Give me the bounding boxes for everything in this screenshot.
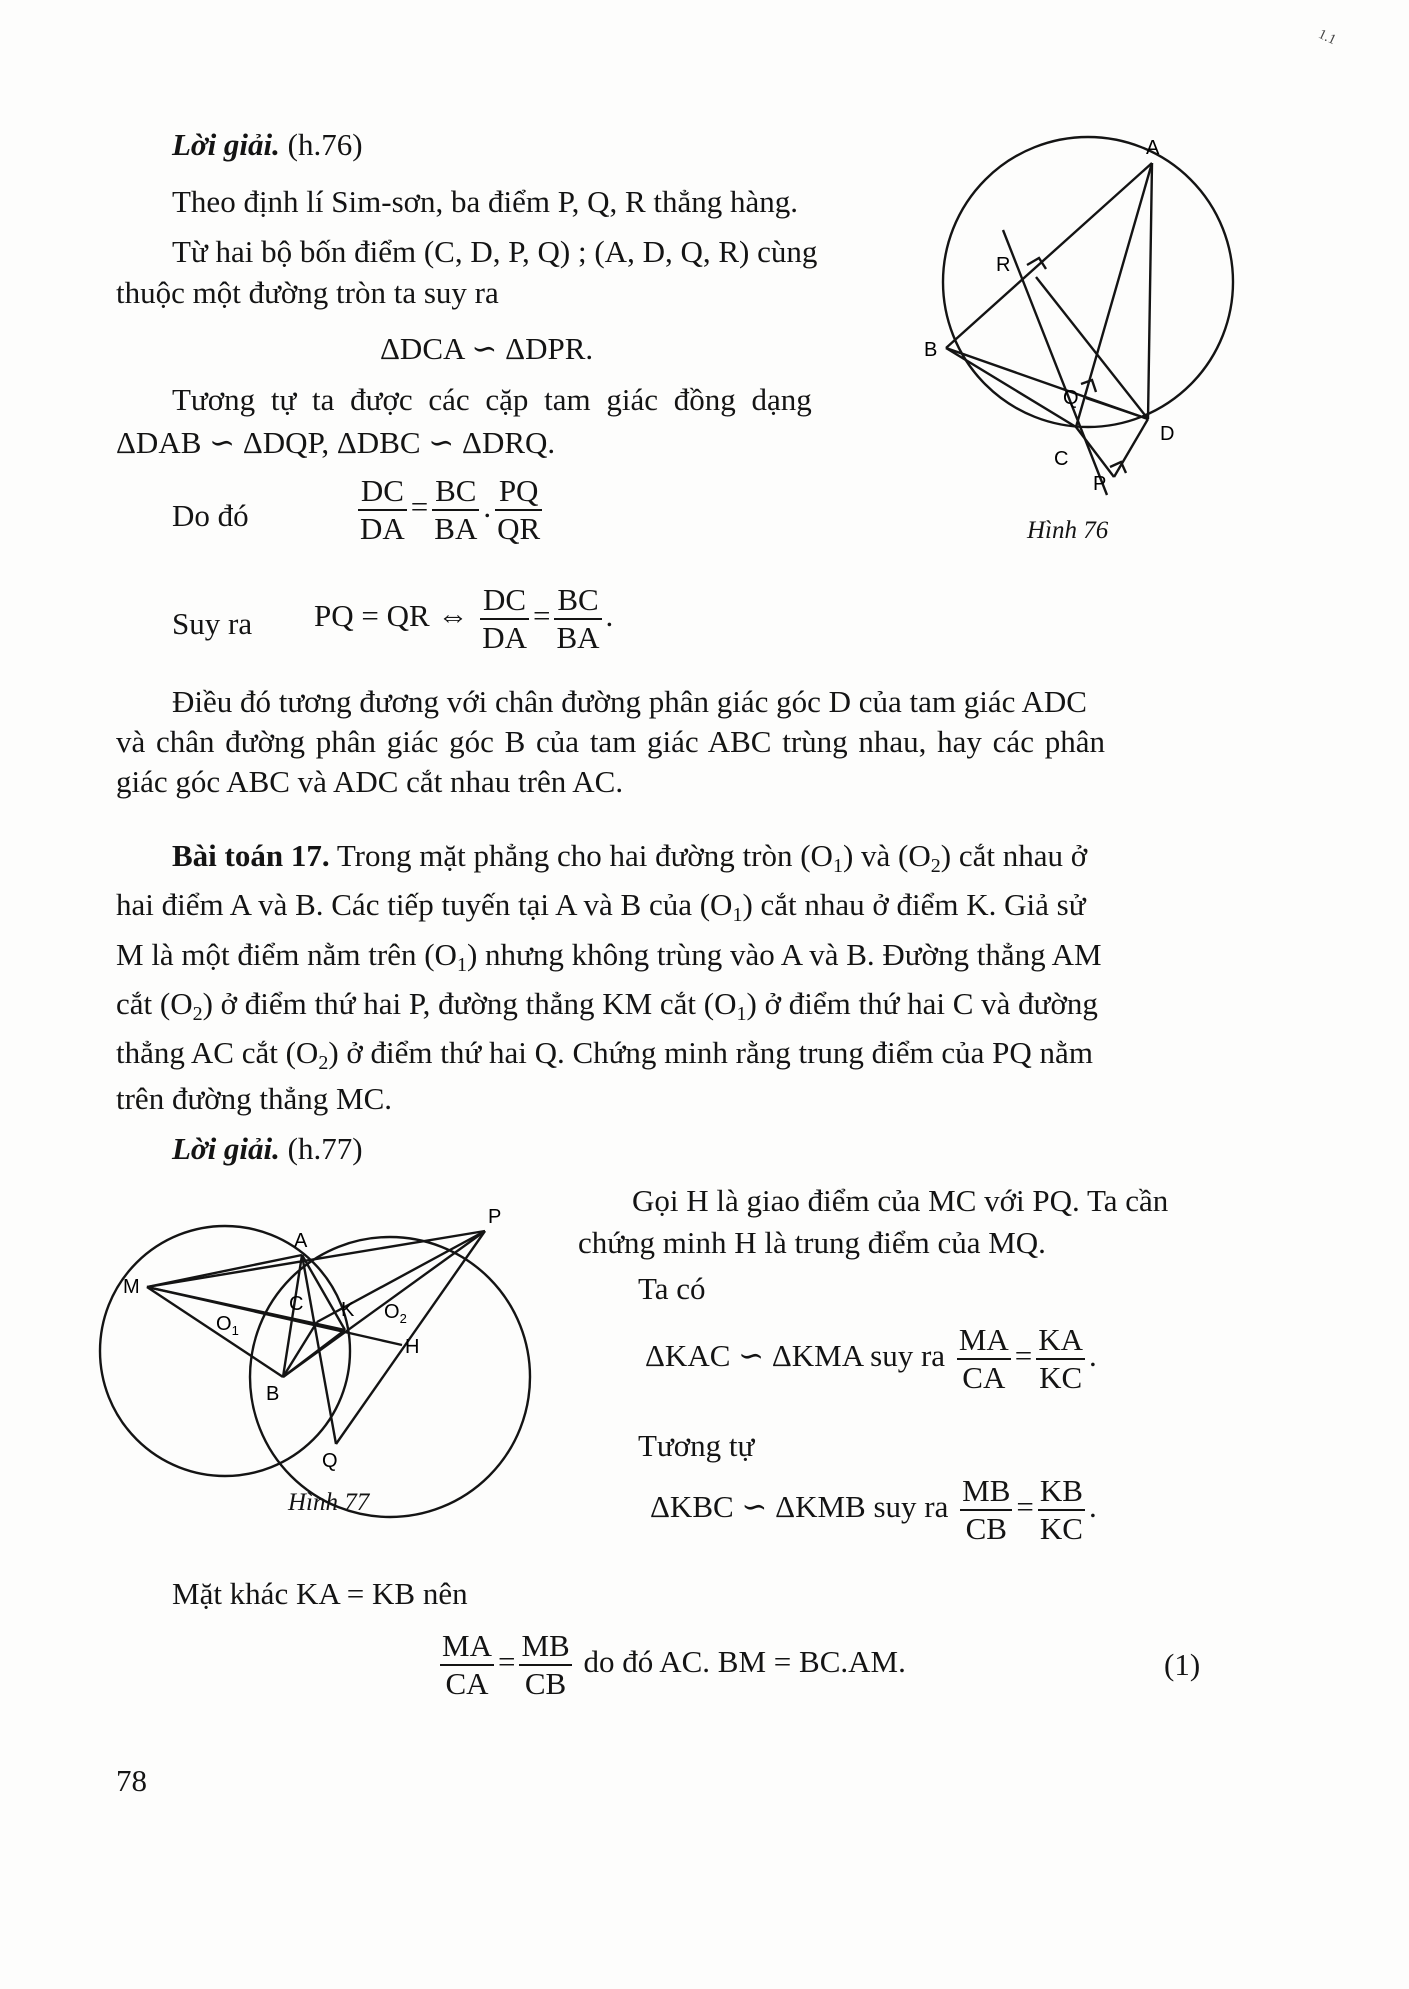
point-label-p: P — [488, 1206, 502, 1228]
point-label-q: Q — [322, 1450, 338, 1472]
do-do-label: Do đó — [172, 498, 249, 533]
fraction: $\frac{BC}{BA}$ — [434, 473, 478, 546]
segment-mk — [147, 1287, 345, 1330]
fraction: $\frac{MB}{CB}$ — [521, 1628, 570, 1701]
segment-bk — [283, 1330, 345, 1377]
segment-bd — [946, 348, 1148, 419]
segment-bc — [283, 1322, 317, 1377]
point-label-d: D — [1160, 423, 1175, 445]
segment-bp — [283, 1231, 485, 1377]
problem-title: Bài toán 17. — [172, 838, 330, 873]
segment-ac — [1076, 163, 1152, 427]
text-line: chứng minh H là trung điểm của MQ. — [578, 1225, 1046, 1260]
figure-ref: (h.76) — [287, 127, 363, 162]
text-line: Mặt khác KA = KB nên — [172, 1576, 468, 1611]
text-line: Từ hai bộ bốn điểm (C, D, P, Q) ; (A, D, Q, R) cùng — [172, 234, 818, 269]
point-label-c: C — [1054, 448, 1069, 470]
problem-17-line5: thẳng AC cắt $(O_2)$ ở điểm thứ hai Q. Chứng minh rằng trung điểm của PQ nằm — [116, 1035, 1093, 1074]
segment-ak — [302, 1255, 345, 1330]
suy-ra-label: Suy ra — [172, 606, 253, 641]
formula-do-do: $\frac{DC}{DA}$ = $\frac{BC}{BA}$ . $\frac{PQ}{QR}$ — [360, 473, 541, 546]
equation-number: (1) — [1164, 1647, 1201, 1682]
segment-cp — [1076, 427, 1114, 477]
text-line: Tương tự ta được các cặp tam giác đồng dạng — [172, 382, 812, 417]
fraction: $\frac{MB}{CB}$ — [962, 1473, 1011, 1546]
solution1-heading — [172, 127, 363, 163]
simson-line — [1003, 230, 1107, 495]
segment-mp — [147, 1231, 485, 1287]
text-line: Theo định lí Sim-sơn, ba điểm P, Q, R thẳng hàng. — [172, 184, 799, 219]
segment-dr — [1036, 277, 1148, 419]
segment-ab — [946, 163, 1152, 348]
similar-triangles: ΔDCA ∽ ΔDPR. — [380, 331, 594, 366]
text-line: thuộc một đường tròn ta suy ra — [116, 275, 499, 310]
point-label-k: K — [341, 1299, 355, 1321]
formula-kac: ΔKAC ∽ ΔKMA suy ra $\frac{MA}{CA}$ = $\frac{KA}{KC}$ . — [645, 1322, 1097, 1395]
point-label-o2: $O_2$ — [384, 1301, 407, 1326]
point-label-o1: $O_1$ — [216, 1313, 239, 1338]
point-label-c: C — [289, 1293, 304, 1315]
segment-pq — [336, 1231, 485, 1444]
segment-dq — [1086, 398, 1148, 419]
point-label-r: R — [996, 254, 1011, 276]
circumcircle — [943, 137, 1233, 427]
fraction: $\frac{PQ}{QR}$ — [497, 473, 541, 546]
formula-suy-ra: PQ = QR ⇔ $\frac{DC}{DA}$ = $\frac{BC}{BA}$ . — [314, 582, 614, 655]
segment-ad — [1148, 163, 1152, 419]
corner-mark: 1.1 — [1315, 27, 1339, 49]
right-angle-p — [1110, 462, 1126, 473]
text-line: Gọi H là giao điểm của MC với PQ. Ta cần — [632, 1183, 1169, 1218]
point-label-a: A — [1146, 137, 1160, 159]
formula-kbc: ΔKBC ∽ ΔKMB suy ra $\frac{MB}{CB}$ = $\frac{KB}{KC}$ . — [650, 1473, 1097, 1546]
point-label-q: Q — [1063, 387, 1079, 409]
problem-17-line6: trên đường thẳng MC. — [116, 1081, 393, 1116]
point-label-b: B — [266, 1383, 280, 1405]
right-angle-q — [1081, 380, 1096, 392]
segment-dp — [1114, 419, 1148, 477]
circle-o1 — [100, 1226, 350, 1476]
fraction: $\frac{KB}{KC}$ — [1039, 1473, 1083, 1546]
right-angle-r — [1027, 258, 1046, 269]
point-label-m: M — [123, 1276, 140, 1298]
problem-17-line3: M là một điểm nằm trên $(O_1)$ nhưng không trùng vào A và B. Đường thẳng AM — [116, 937, 1102, 976]
page-number: 78 — [116, 1763, 147, 1798]
text-line: Ta có — [638, 1271, 706, 1306]
point-label-p: P — [1093, 473, 1107, 495]
text-line: ΔDAB ∽ ΔDQP, ΔDBC ∽ ΔDRQ. — [116, 425, 556, 460]
figure-77-caption: Hình 77 — [288, 1489, 370, 1516]
formula-conclusion: $\frac{MA}{CA}$ = $\frac{MB}{CB}$ do đó AC. BM = BC.AM. — [442, 1628, 906, 1701]
text-line: và chân đường phân giác góc B của tam giác ABC trùng nhau, hay các phân — [116, 724, 1105, 759]
point-label-a: A — [294, 1230, 308, 1252]
fraction: $\frac{MA}{CA}$ — [958, 1322, 1009, 1395]
fraction: $\frac{BC}{BA}$ — [556, 582, 600, 655]
figure-ref: (h.77) — [287, 1131, 363, 1166]
figure-76-caption: Hình 76 — [1027, 517, 1109, 544]
point-label-b: B — [924, 339, 938, 361]
text-line: giác góc ABC và ADC cắt nhau trên AC. — [116, 764, 624, 799]
solution-heading-label: Lời giải. — [172, 1131, 280, 1166]
segment-mh — [147, 1287, 402, 1345]
problem-17-line1: Bài toán 17. Trong mặt phẳng cho hai đường tròn $(O_1)$ và $(O_2)$ cắt nhau ở — [172, 838, 1088, 877]
segment-ab — [283, 1255, 302, 1377]
problem-17-line4: cắt $(O_2)$ ở điểm thứ hai P, đường thẳng KM cắt $(O_1)$ ở điểm thứ hai C và đường — [116, 986, 1098, 1025]
segment-bc — [946, 348, 1076, 427]
fraction: $\frac{KA}{KC}$ — [1038, 1322, 1084, 1395]
circle-o2 — [250, 1237, 530, 1517]
segment-am — [147, 1255, 302, 1287]
point-label-h: H — [405, 1336, 420, 1358]
fraction: $\frac{DC}{DA}$ — [482, 582, 527, 655]
segment-mb — [147, 1287, 283, 1377]
problem-17-line2: hai điểm A và B. Các tiếp tuyến tại A và B của $(O_1)$ cắt nhau ở điểm K. Giả sử — [116, 887, 1086, 926]
solution-heading-label: Lời giải. — [172, 127, 280, 162]
text-line: Điều đó tương đương với chân đường phân giác góc D của tam giác ADC — [172, 684, 1087, 719]
fraction: $\frac{DC}{DA}$ — [360, 473, 405, 546]
text-line: Tương tự — [638, 1428, 755, 1463]
fraction: $\frac{MA}{CA}$ — [442, 1628, 492, 1701]
segment-aq — [302, 1255, 336, 1444]
segment-cp — [317, 1231, 485, 1322]
solution2-heading — [172, 1131, 363, 1167]
